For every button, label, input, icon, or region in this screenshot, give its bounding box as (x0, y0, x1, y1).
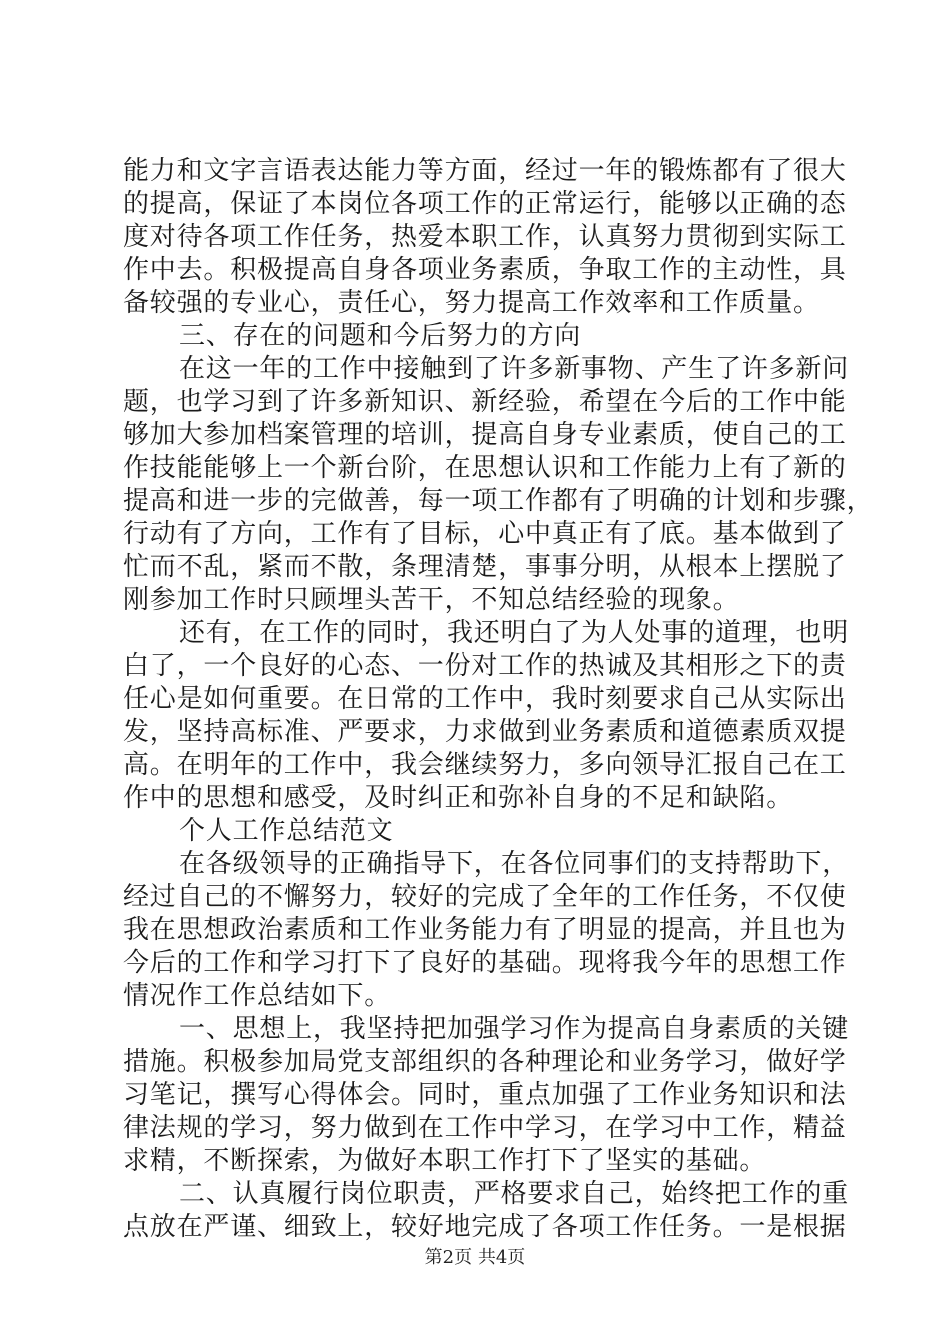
text-line: 在各级领导的正确指导下，在各位同事们的支持帮助下， (179, 849, 850, 879)
text-line: 二、认真履行岗位职责，严格要求自己，始终把工作的重 (179, 1179, 850, 1209)
text-line: 点放在严谨、细致上，较好地完成了各项工作任务。一是根据 (123, 1212, 847, 1242)
text-line: 一、思想上，我坚持把加强学习作为提高自身素质的关键 (179, 1014, 850, 1044)
text-line: 刚参加工作时只顾埋头苦干，不知总结经验的现象。 (123, 585, 740, 615)
section-heading: 个人工作总结范文 (179, 816, 394, 846)
text-line: 作技能能够上一个新台阶，在思想认识和工作能力上有了新的 (123, 453, 847, 483)
text-line: 发，坚持高标准、严要求，力求做到业务素质和道德素质双提 (123, 717, 847, 747)
text-line: 今后的工作和学习打下了良好的基础。现将我今年的思想工作 (123, 948, 847, 978)
text-line: 行动有了方向，工作有了目标，心中真正有了底。基本做到了 (123, 519, 847, 549)
text-line: 白了，一个良好的心态、一份对工作的热诚及其相形之下的责 (123, 651, 847, 681)
text-line: 的提高，保证了本岗位各项工作的正常运行，能够以正确的态 (123, 189, 847, 219)
section-heading: 三、存在的问题和今后努力的方向 (179, 321, 582, 351)
text-line: 忙而不乱，紧而不散，条理清楚，事事分明，从根本上摆脱了 (123, 552, 847, 582)
text-line: 题，也学习到了许多新知识、新经验，希望在今后的工作中能 (123, 387, 847, 417)
text-line: 措施。积极参加局党支部组织的各种理论和业务学习，做好学 (123, 1047, 847, 1077)
text-line: 我在思想政治素质和工作业务能力有了明显的提高，并且也为 (123, 915, 847, 945)
text-line: 度对待各项工作任务，热爱本职工作，认真努力贯彻到实际工 (123, 222, 847, 252)
text-line: 在这一年的工作中接触到了许多新事物、产生了许多新问 (179, 354, 850, 384)
text-line: 够加大参加档案管理的培训，提高自身专业素质，使自己的工 (123, 420, 847, 450)
text-line: 习笔记，撰写心得体会。同时，重点加强了工作业务知识和法 (123, 1080, 847, 1110)
text-line: 还有，在工作的同时，我还明白了为人处事的道理，也明 (179, 618, 850, 648)
text-line: 律法规的学习，努力做到在工作中学习，在学习中工作，精益 (123, 1113, 847, 1143)
text-line: 任心是如何重要。在日常的工作中，我时刻要求自己从实际出 (123, 684, 847, 714)
text-line: 备较强的专业心，责任心，努力提高工作效率和工作质量。 (123, 288, 820, 318)
text-line: 提高和进一步的完做善，每一项工作都有了明确的计划和步骤， (123, 486, 874, 516)
page-number-footer: 第2页 共4页 (424, 1247, 526, 1268)
body-text (123, 155, 874, 1244)
text-line: 情况作工作总结如下。 (123, 981, 392, 1011)
text-line: 高。在明年的工作中，我会继续努力，多向领导汇报自己在工 (123, 750, 847, 780)
text-line: 作中去。积极提高自身各项业务素质，争取工作的主动性，具 (123, 255, 847, 285)
text-line: 经过自己的不懈努力，较好的完成了全年的工作任务，不仅使 (123, 882, 847, 912)
text-line: 能力和文字言语表达能力等方面，经过一年的锻炼都有了很大 (123, 156, 847, 186)
text-line: 求精，不断探索，为做好本职工作打下了坚实的基础。 (123, 1146, 767, 1176)
text-line: 作中的思想和感受，及时纠正和弥补自身的不足和缺陷。 (123, 783, 794, 813)
